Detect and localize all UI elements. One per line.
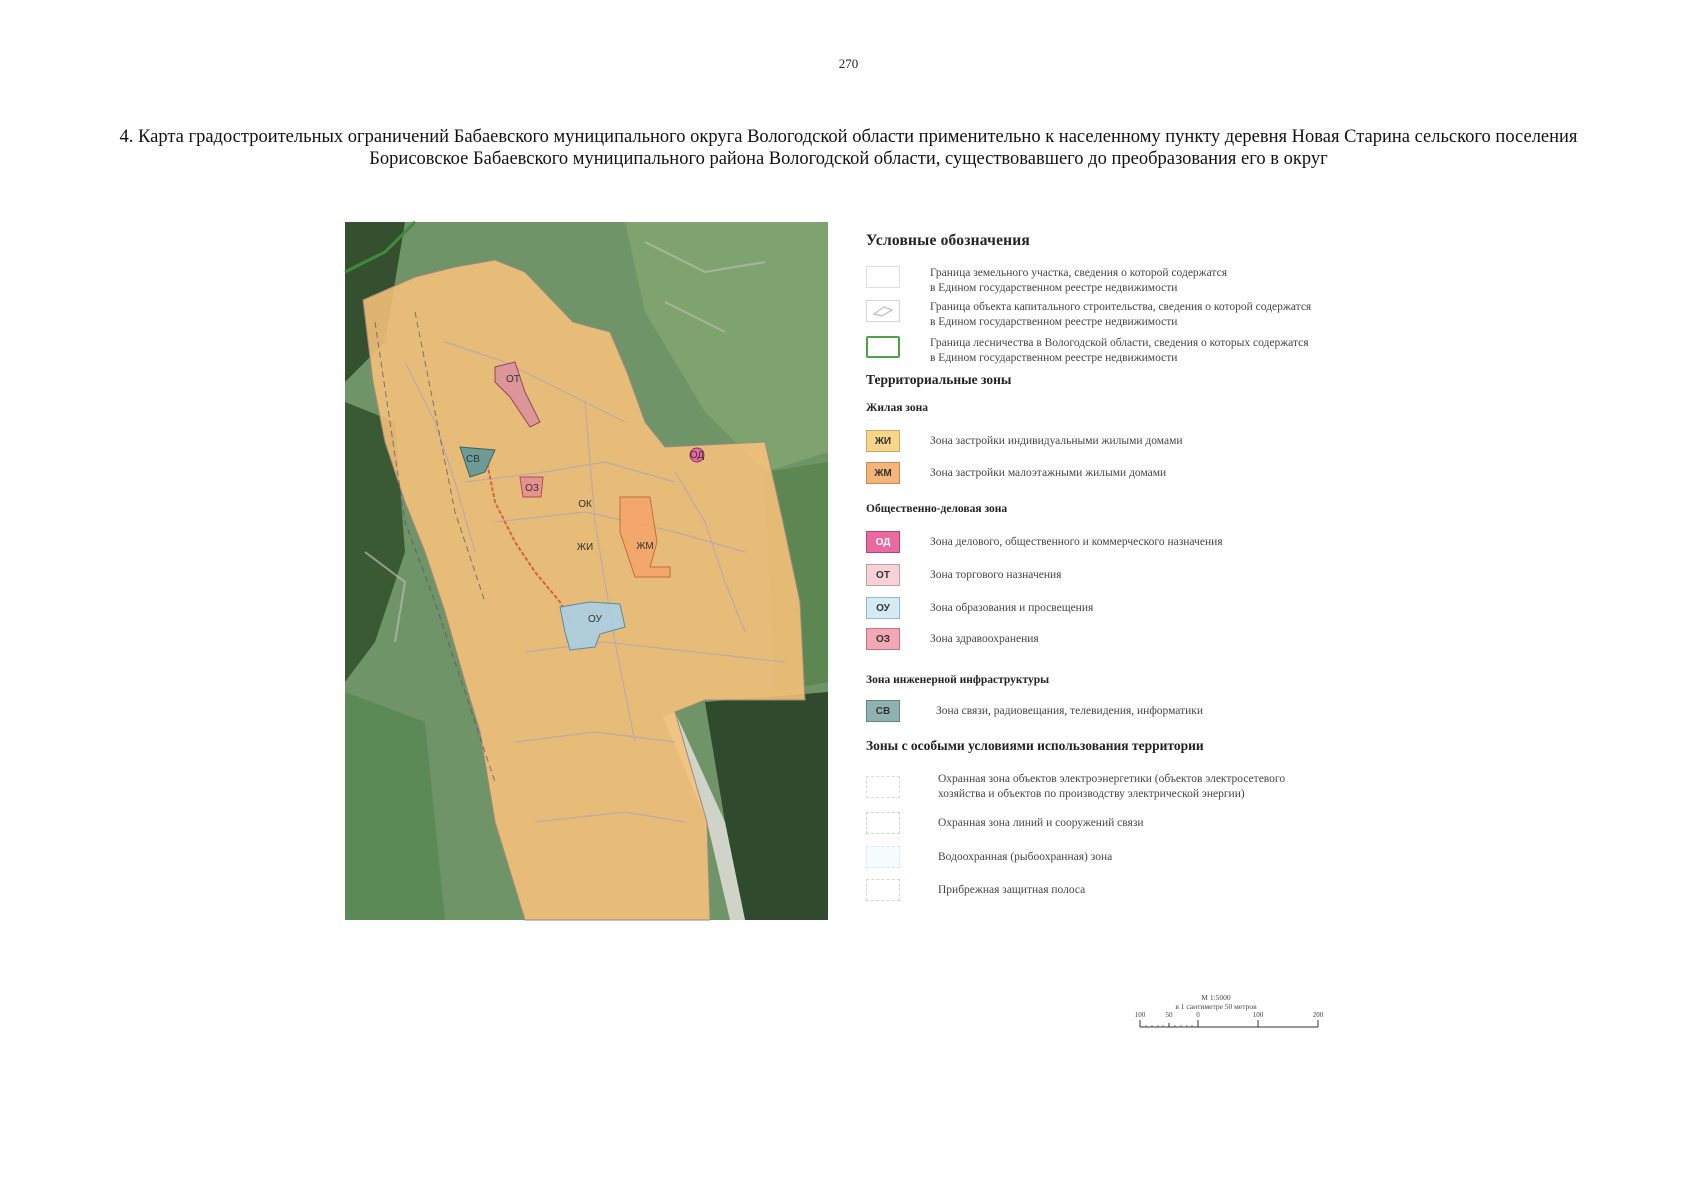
business-zone-title: Общественно-деловая зона [866, 503, 1008, 515]
legend-text: Зона образования и просвещения [930, 602, 1094, 614]
zone-label-ou: ОУ [588, 614, 602, 625]
legend-item-land-plot-boundary [866, 266, 1426, 296]
scale-ruler [1136, 1011, 1336, 1033]
scale-bar [1136, 993, 1336, 1033]
legend-item-sv [866, 700, 1426, 730]
water-protection-symbol [866, 846, 900, 868]
zone-label-zhi: ЖИ [576, 542, 594, 553]
land-plot-boundary-symbol [866, 266, 900, 288]
legend-text: Охранная зона линий и сооружений связи [938, 817, 1144, 829]
legend-text: Граница объекта капитального строительства, сведения о которой содержатся в Едином государственном реестре недвижимости [930, 301, 1312, 328]
scale-tick-label: 100 [1252, 1011, 1264, 1019]
oz-symbol: ОЗ [866, 628, 900, 650]
legend-text: Зона здравоохранения [930, 633, 1039, 645]
legend-item-oz [866, 628, 1426, 658]
communication-protection-symbol [866, 812, 900, 834]
zhm-symbol: ЖМ [866, 462, 900, 484]
map-view[interactable] [345, 222, 828, 920]
legend-text: Зона застройки малоэтажными жилыми домами [930, 467, 1167, 479]
territorial-zones-title: Территориальные зоны [866, 372, 1012, 387]
legend-text: Водоохранная (рыбоохранная) зона [938, 851, 1113, 863]
zone-label-od: ОД [689, 450, 705, 461]
legend-text: Граница земельного участка, сведения о которой содержатся в Едином государственном реестре недвижимости [930, 267, 1227, 294]
ot-symbol: ОТ [866, 564, 900, 586]
scale-tick-label: 200 [1312, 1011, 1324, 1019]
map-canvas [345, 222, 828, 920]
forestry-boundary-symbol [866, 336, 900, 358]
legend-item-communication-protection-zone [866, 812, 1426, 842]
zone-label-sv: СВ [466, 454, 480, 465]
zone-label-ok: ОК [578, 499, 592, 510]
legend-item-building-boundary [866, 300, 1426, 330]
power-protection-symbol [866, 776, 900, 798]
legend-item-ou [866, 597, 1426, 627]
legend-item-zhi [866, 430, 1426, 460]
ou-symbol: ОУ [866, 597, 900, 619]
legend-text: Зона застройки индивидуальными жилыми домами [930, 435, 1183, 447]
zone-label-oz: ОЗ [525, 483, 539, 494]
legend-text: Прибрежная защитная полоса [938, 884, 1086, 896]
document-title: 4. Карта градостроительных ограничений Бабаевского муниципального округа Вологодской области применительно к населенному пункту деревня Новая Старина сельского поселения Борисовское Бабаевского муниципального района Вологодской области, существовавшего до преобразования его в округ [119, 127, 1578, 169]
legend-text: Зона торгового назначения [930, 569, 1062, 581]
legend-text: Охранная зона объектов электроэнергетики (объектов электросетевого хозяйства и объектов по производству электрической энергии) [938, 773, 1286, 800]
building-outline-icon [872, 305, 894, 317]
scale-ratio: М 1:5000 [1201, 993, 1231, 1002]
page-number: 270 [838, 56, 859, 71]
legend-item-power-protection-zone [866, 772, 1426, 802]
coastal-strip-symbol [866, 879, 900, 901]
engineering-zone-title: Зона инженерной инфраструктуры [866, 674, 1050, 686]
legend-text: Зона делового, общественного и коммерческого назначения [930, 536, 1223, 548]
legend-item-forestry-boundary [866, 336, 1426, 366]
residential-zone-title: Жилая зона [866, 402, 928, 414]
legend-text: Зона связи, радиовещания, телевидения, информатики [936, 705, 1204, 717]
legend-text: Граница лесничества в Вологодской области, сведения о которых содержатся в Едином государственном реестре недвижимости [930, 337, 1309, 364]
scale-tick-label: 100 [1134, 1011, 1146, 1019]
sv-symbol: СВ [866, 700, 900, 722]
zhi-symbol: ЖИ [866, 430, 900, 452]
legend-title: Условные обозначения [866, 232, 1031, 249]
scale-tick-label: 50 [1165, 1011, 1173, 1019]
zone-label-zhm: ЖМ [636, 541, 654, 552]
scale-tick-label: 0 [1196, 1011, 1200, 1019]
legend-item-zhm [866, 462, 1426, 492]
special-zones-title: Зоны с особыми условиями использования территории [866, 738, 1204, 753]
building-boundary-symbol [866, 300, 900, 322]
scale-note: в 1 сантиметре 50 метров [1175, 1002, 1257, 1011]
legend-item-od [866, 531, 1426, 561]
legend-item-coastal-strip [866, 879, 1426, 909]
od-symbol: ОД [866, 531, 900, 553]
zone-label-ot: ОТ [506, 374, 520, 385]
legend-item-ot [866, 564, 1426, 594]
legend-item-water-protection-zone [866, 846, 1426, 876]
